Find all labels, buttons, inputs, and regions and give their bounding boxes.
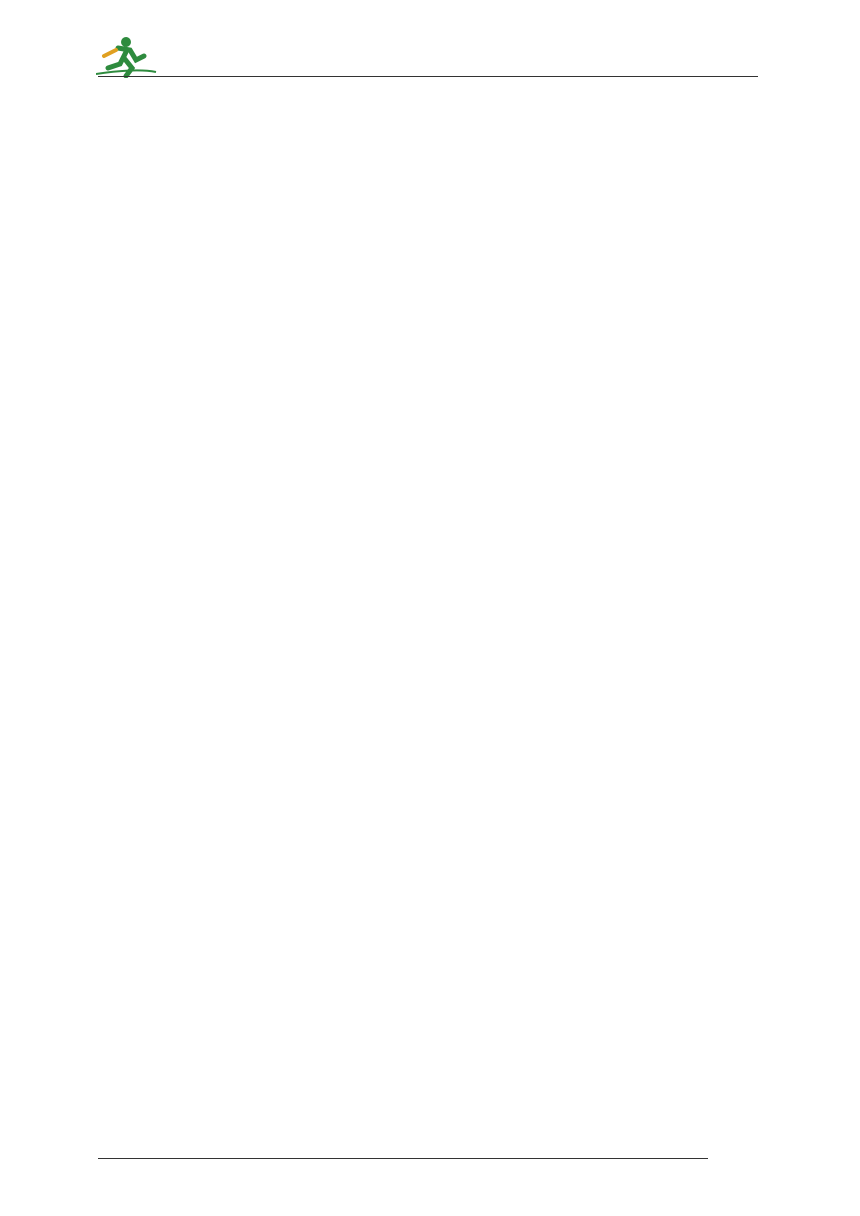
runner-logo-icon: [96, 34, 266, 78]
header-divider: [98, 76, 758, 77]
footer-divider: [98, 1158, 708, 1159]
